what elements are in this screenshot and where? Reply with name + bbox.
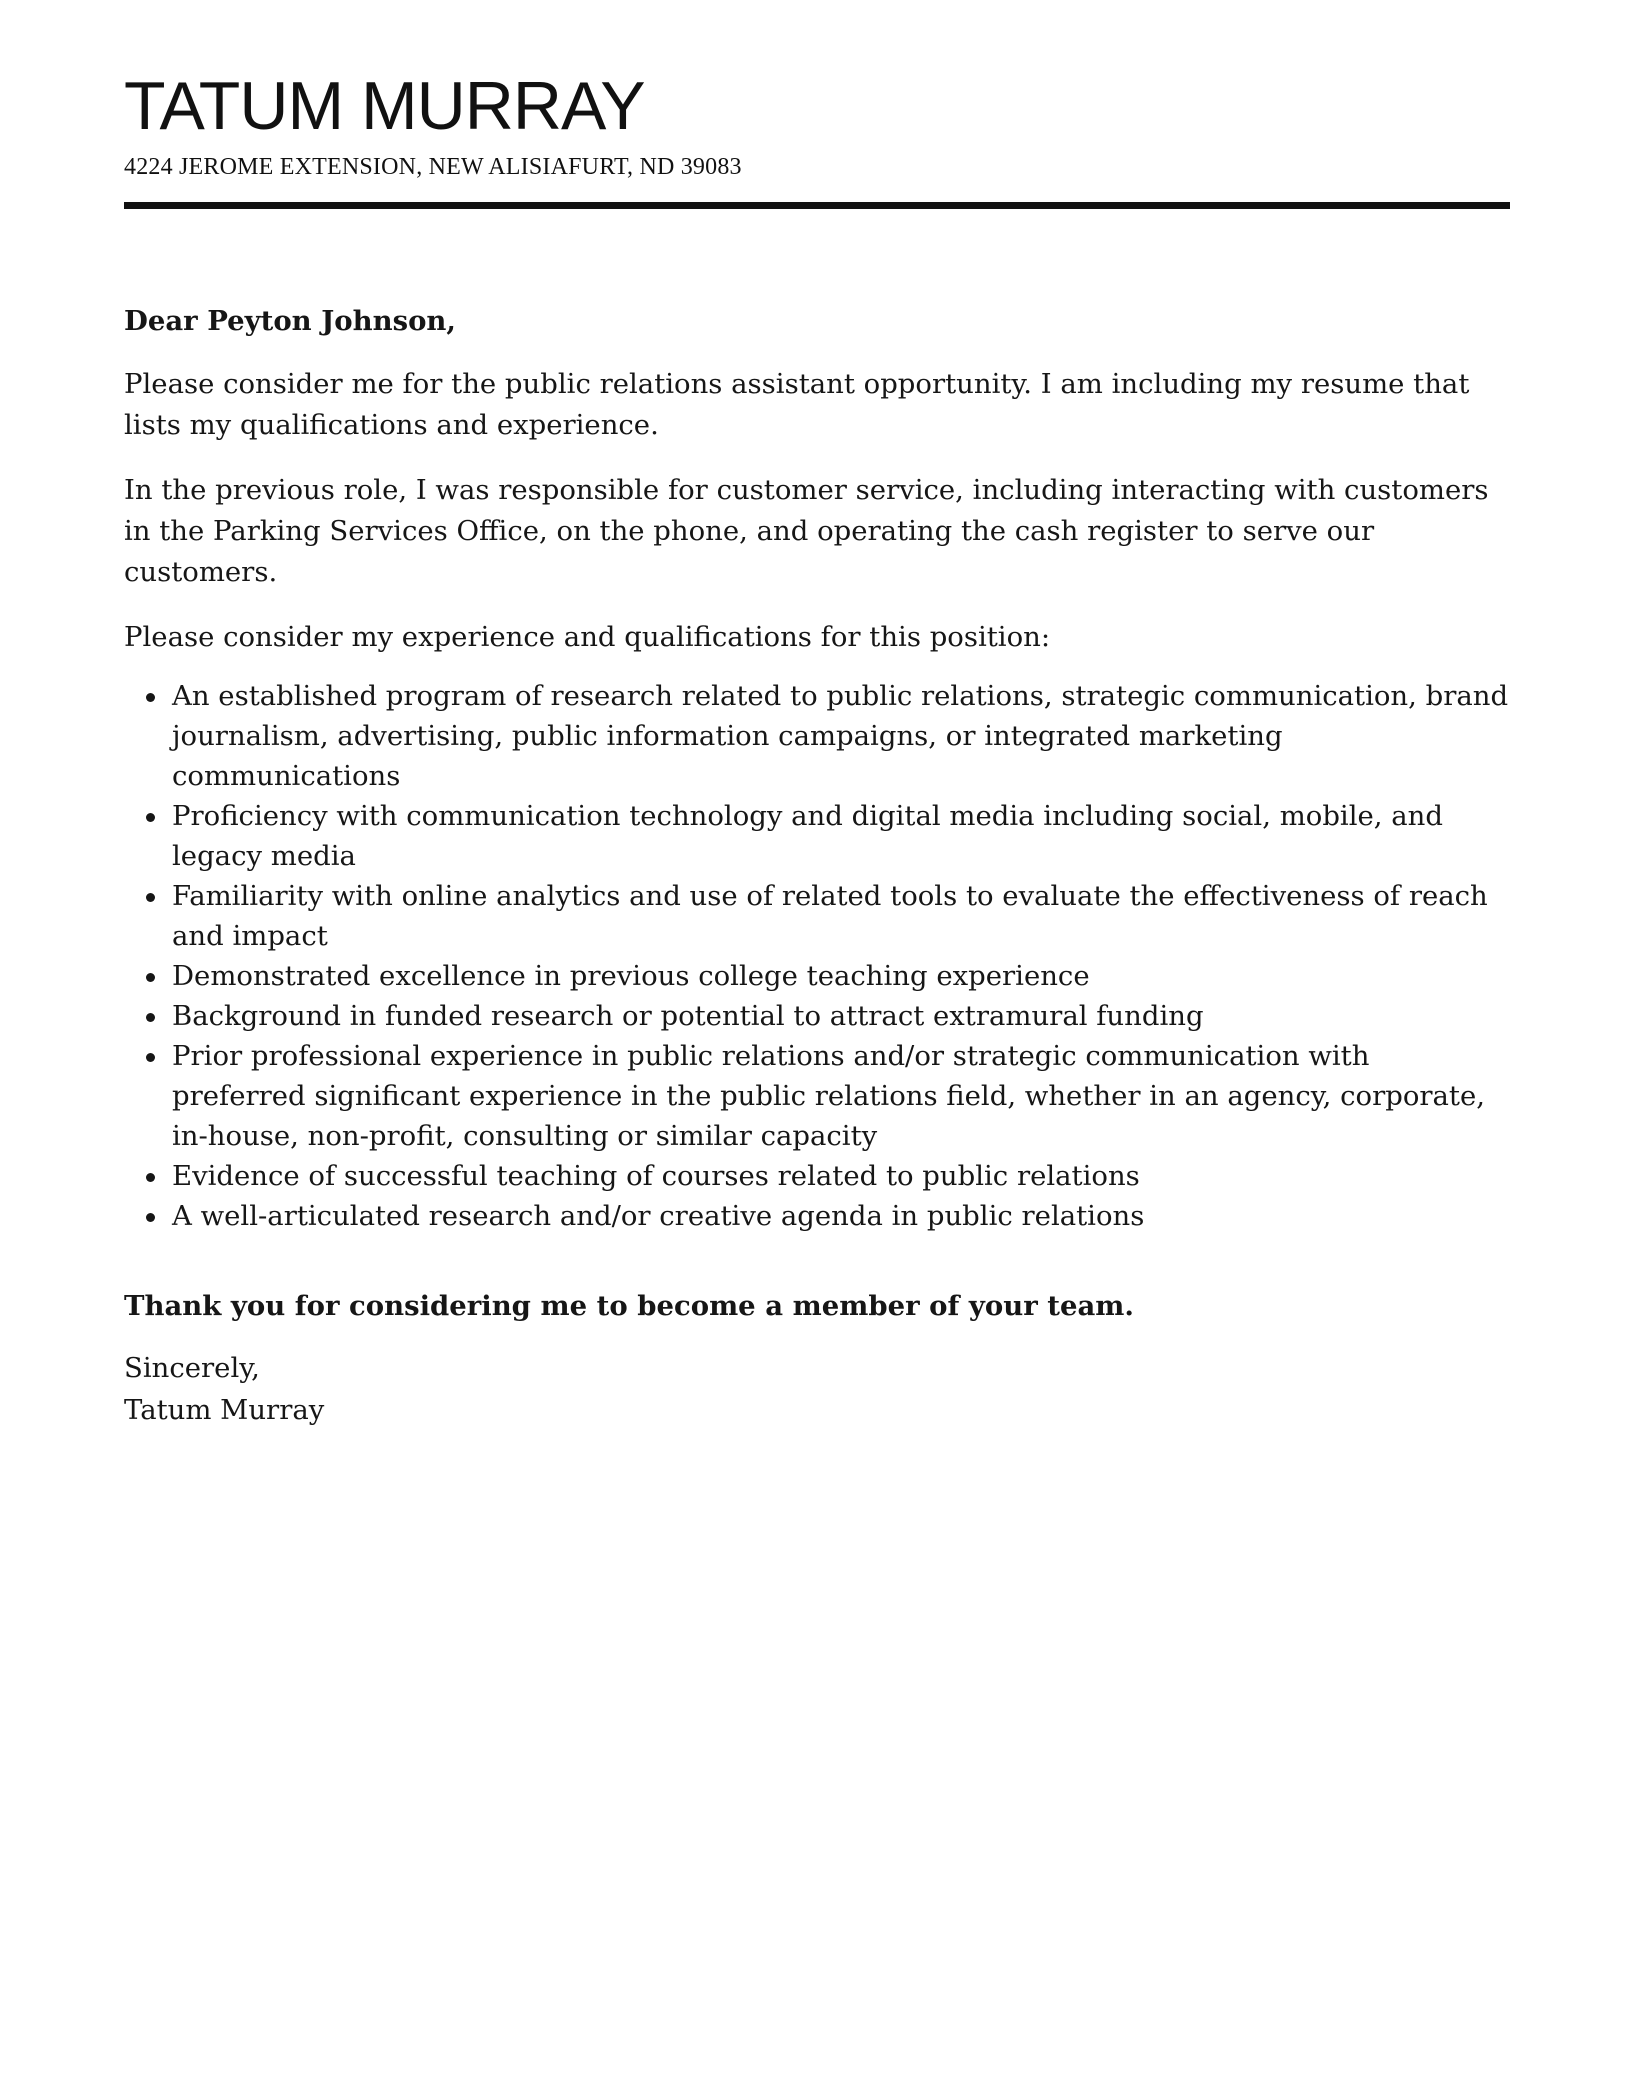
- list-item: [172, 796, 1510, 876]
- bullet-icon: [146, 693, 155, 702]
- letter-closing: Thank you for considering me to become a member of your team.: [124, 1290, 1134, 1322]
- header-divider: [124, 202, 1510, 209]
- qualifications-list: [124, 676, 1510, 1236]
- list-item-text: Demonstrated excellence in previous college teaching experience: [172, 960, 1090, 992]
- list-item-text: Evidence of successful teaching of courses related to public relations: [172, 1160, 1140, 1192]
- letter-signoff: Sincerely,: [124, 1352, 260, 1384]
- cover-letter-page: [124, 68, 1510, 1431]
- list-item: [172, 876, 1510, 956]
- letter-paragraph: Please consider my experience and qualifications for this position:: [124, 621, 1051, 653]
- list-item: [172, 1196, 1510, 1236]
- bullet-icon: [146, 973, 155, 982]
- bullet-icon: [146, 1013, 155, 1022]
- list-item-text: Prior professional experience in public relations and/or strategic communication with preferred significant experience in the public relations field, whether in an agency, corporate, in-house, non-profit, consulting or similar capacity: [172, 1040, 1485, 1152]
- list-item-text: Background in funded research or potential to attract extramural funding: [172, 1000, 1204, 1032]
- bullet-icon: [146, 1213, 155, 1222]
- bullet-icon: [146, 893, 155, 902]
- list-item: [172, 676, 1510, 796]
- letter-paragraph: In the previous role, I was responsible for customer service, including interacting with customers in the Parking Services Office, on the phone, and operating the cash register to serve our customers.: [124, 474, 1489, 588]
- bullet-icon: [146, 813, 155, 822]
- letter-greeting: Dear Peyton Johnson,: [124, 305, 456, 337]
- letter-paragraph: Please consider me for the public relations assistant opportunity. I am including my resume that lists my qualifications and experience.: [124, 368, 1470, 441]
- applicant-address: 4224 JEROME EXTENSION, NEW ALISIAFURT, ND 39083: [124, 154, 742, 180]
- bullet-icon: [146, 1053, 155, 1062]
- list-item-text: A well-articulated research and/or creative agenda in public relations: [172, 1200, 1145, 1232]
- list-item: [172, 1156, 1510, 1196]
- letter-signature: Tatum Murray: [124, 1394, 325, 1426]
- applicant-name: TATUM MURRAY: [124, 68, 645, 144]
- list-item: [172, 956, 1510, 996]
- letter-body: [124, 301, 1510, 1431]
- list-item-text: An established program of research related to public relations, strategic communication, brand journalism, advertising, public information campaigns, or integrated marketing communications: [172, 680, 1509, 792]
- list-item: [172, 996, 1510, 1036]
- bullet-icon: [146, 1173, 155, 1182]
- list-item: [172, 1036, 1510, 1156]
- list-item-text: Familiarity with online analytics and use of related tools to evaluate the effectiveness of reach and impact: [172, 880, 1488, 952]
- list-item-text: Proficiency with communication technology and digital media including social, mobile, and legacy media: [172, 800, 1443, 872]
